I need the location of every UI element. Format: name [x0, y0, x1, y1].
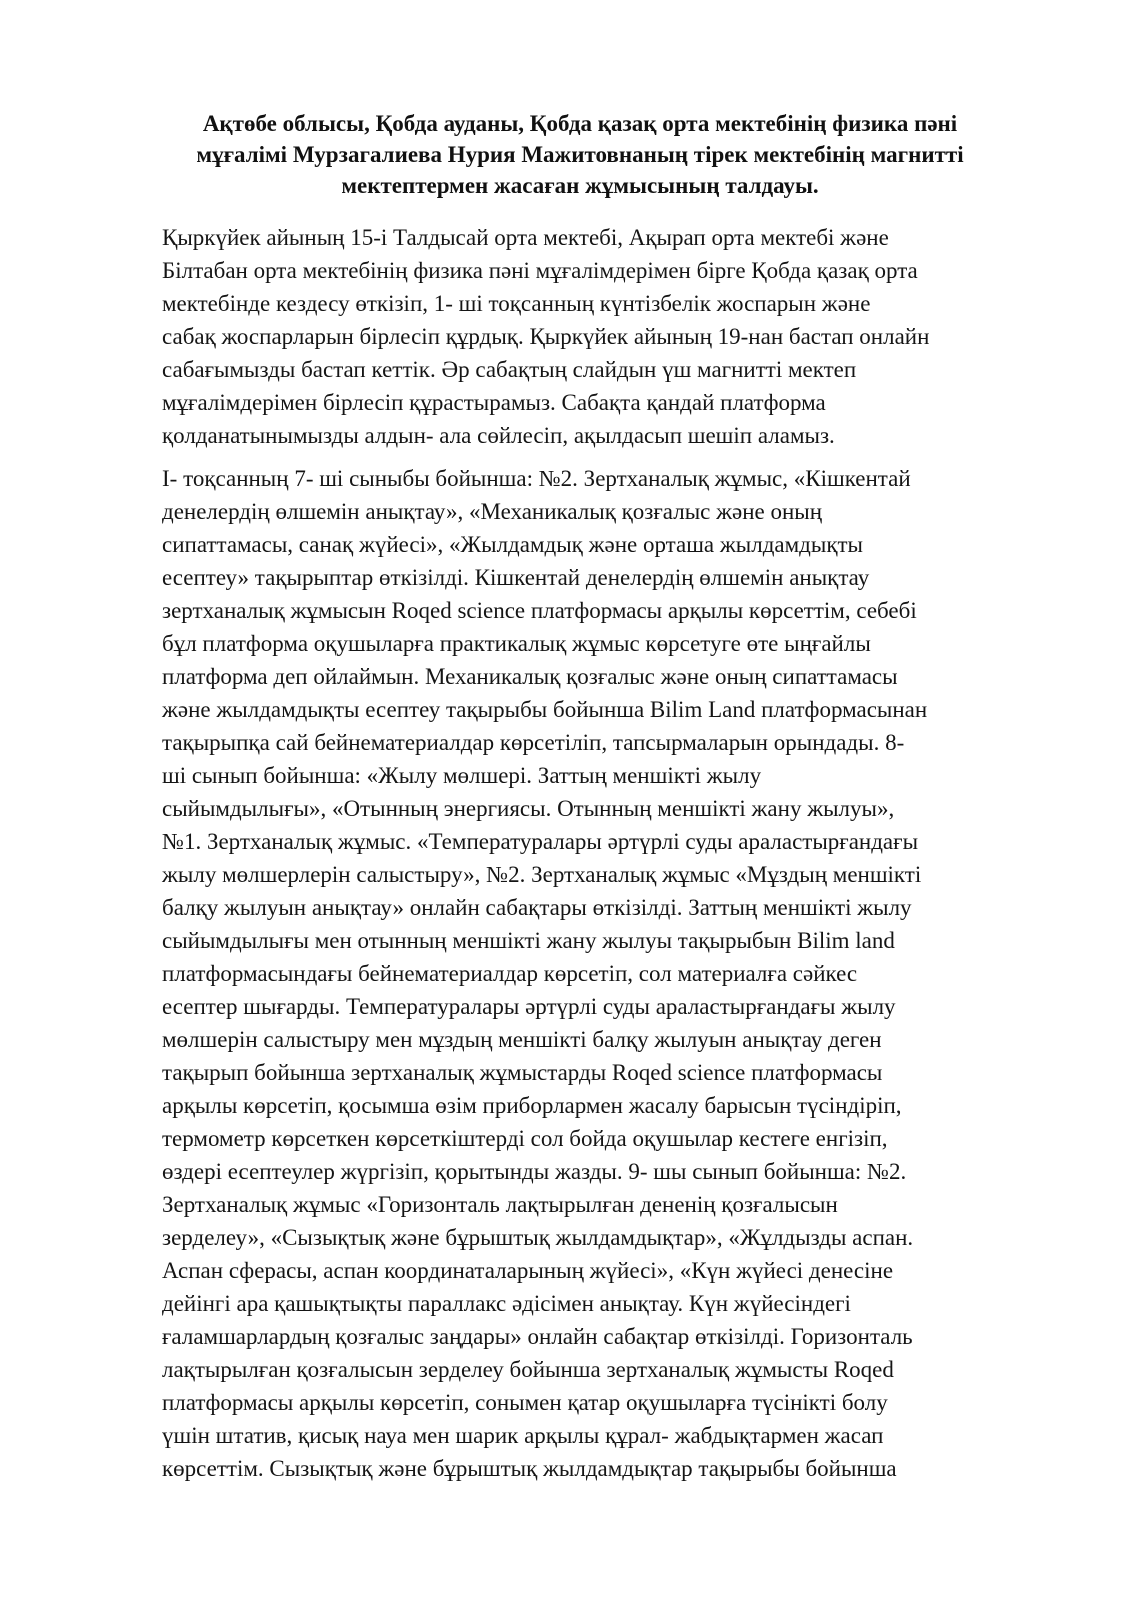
paragraph-lessons: [162, 462, 1022, 1485]
text-line: денелердің өлшемін анықтау», «Механикалық қозғалыс және оның: [162, 499, 823, 524]
text-line: сабағымызды бастап кеттік. Әр сабақтың слайдын үш магнитті мектеп: [162, 357, 857, 382]
text-line: балқу жылуын анықтау» онлайн сабақтары өткізілді. Заттың меншікті жылу: [162, 895, 912, 920]
title-line: мектептермен жасаған жұмысының талдауы.: [341, 173, 819, 198]
text-line: ғаламшарлардың қозғалыс заңдары» онлайн сабақтар өткізілді. Горизонталь: [162, 1324, 913, 1349]
text-line: І- тоқсанның 7- ші сыныбы бойынша: №2. Зертханалық жұмыс, «Кішкентай: [162, 466, 911, 491]
text-line: зертханалық жұмысын Roqed science платформасы арқылы көрсеттім, себебі: [162, 598, 917, 623]
text-line: сыйымдылығы мен отынның меншікті жану жылуы тақырыбын Bilim land: [162, 928, 895, 953]
text-line: сыйымдылығы», «Отынның энергиясы. Отынның меншікті жану жылуы»,: [162, 796, 895, 821]
text-line: дейінгі ара қашықтықты параллакс әдісімен анықтау. Күн жүйесіндегі: [162, 1291, 851, 1316]
paragraph-intro: [162, 221, 1022, 452]
text-line: есептер шығарды. Температуралары әртүрлі суды араластырғандағы жылу: [162, 994, 896, 1019]
text-line: тақырыпқа сай бейнематериалдар көрсетіліп, тапсырмаларын орындады. 8-: [162, 730, 905, 755]
text-line: мектебінде кездесу өткізіп, 1- ші тоқсанның күнтізбелік жоспарын және: [162, 291, 871, 316]
text-line: Білтабан орта мектебінің физика пәні мұғалімдерімен бірге Қобда қазақ орта: [162, 258, 918, 283]
text-line: лақтырылған қозғалысын зерделеу бойынша зертханалық жұмысты Roqed: [162, 1357, 894, 1382]
text-line: платформасындағы бейнематериалдар көрсетіп, сол материалға сәйкес: [162, 961, 858, 986]
title-line: мұғалімі Мурзагалиева Нурия Мажитовнаның тірек мектебінің магнитті: [196, 142, 964, 167]
text-line: ші сынып бойынша: «Жылу мөлшері. Заттың меншікті жылу: [162, 763, 762, 788]
text-line: Аспан сферасы, аспан координаталарының жүйесі», «Күн жүйесі денесіне: [162, 1258, 894, 1283]
text-line: арқылы көрсетіп, қосымша өзім приборлармен жасалу барысын түсіндіріп,: [162, 1093, 902, 1118]
text-line: және жылдамдықты есептеу тақырыбы бойынша Bilim Land платформасынан: [162, 697, 928, 722]
text-line: үшін штатив, қисық науа мен шарик арқылы құрал- жабдықтармен жасап: [162, 1423, 884, 1448]
text-line: сабақ жоспарларын бірлесіп құрдық. Қыркүйек айының 19-нан бастап онлайн: [162, 324, 930, 349]
text-line: жылу мөлшерлерін салыстыру», №2. Зертханалық жұмыс «Мұздың меншікті: [162, 862, 922, 887]
title-line: Ақтөбе облысы, Қобда ауданы, Қобда қазақ орта мектебінің физика пәні: [202, 111, 958, 136]
text-line: қолданатынымызды алдын- ала сөйлесіп, ақылдасып шешіп аламыз.: [162, 423, 835, 448]
text-line: бұл платформа оқушыларға практикалық жұмыс көрсетуге өте ыңғайлы: [162, 631, 871, 656]
text-line: мөлшерін салыстыру мен мұздың меншікті балқу жылуын анықтау деген: [162, 1027, 882, 1052]
text-line: есептеу» тақырыптар өткізілді. Кішкентай денелердің өлшемін анықтау: [162, 565, 870, 590]
text-line: сипаттамасы, санақ жүйесі», «Жылдамдық және орташа жылдамдықты: [162, 532, 863, 557]
text-line: №1. Зертханалық жұмыс. «Температуралары әртүрлі суды араластырғандағы: [162, 829, 919, 854]
text-line: платформа деп ойлаймын. Механикалық қозғалыс және оның сипаттамасы: [162, 664, 898, 689]
text-line: көрсеттім. Сызықтық және бұрыштық жылдамдықтар тақырыбы бойынша: [162, 1456, 897, 1481]
text-line: өздері есептеулер жүргізіп, қорытынды жазды. 9- шы сынып бойынша: №2.: [162, 1159, 907, 1184]
text-line: зерделеу», «Сызықтық және бұрыштық жылдамдықтар», «Жұлдызды аспан.: [162, 1225, 914, 1250]
text-line: платформасы арқылы көрсетіп, сонымен қатар оқушыларға түсінікті болу: [162, 1390, 888, 1415]
text-line: Зертханалық жұмыс «Горизонталь лақтырылған дененің қозғалысын: [162, 1192, 838, 1217]
text-line: Қыркүйек айының 15-і Талдысай орта мектебі, Ақырап орта мектебі және: [162, 225, 889, 250]
text-line: мұғалімдерімен бірлесіп құрастырамыз. Сабақта қандай платформа: [162, 390, 826, 415]
document-title: [150, 108, 1010, 201]
text-line: тақырып бойынша зертханалық жұмыстарды Roqed science платформасы: [162, 1060, 883, 1085]
text-line: термометр көрсеткен көрсеткіштерді сол бойда оқушылар кестеге енгізіп,: [162, 1126, 888, 1151]
